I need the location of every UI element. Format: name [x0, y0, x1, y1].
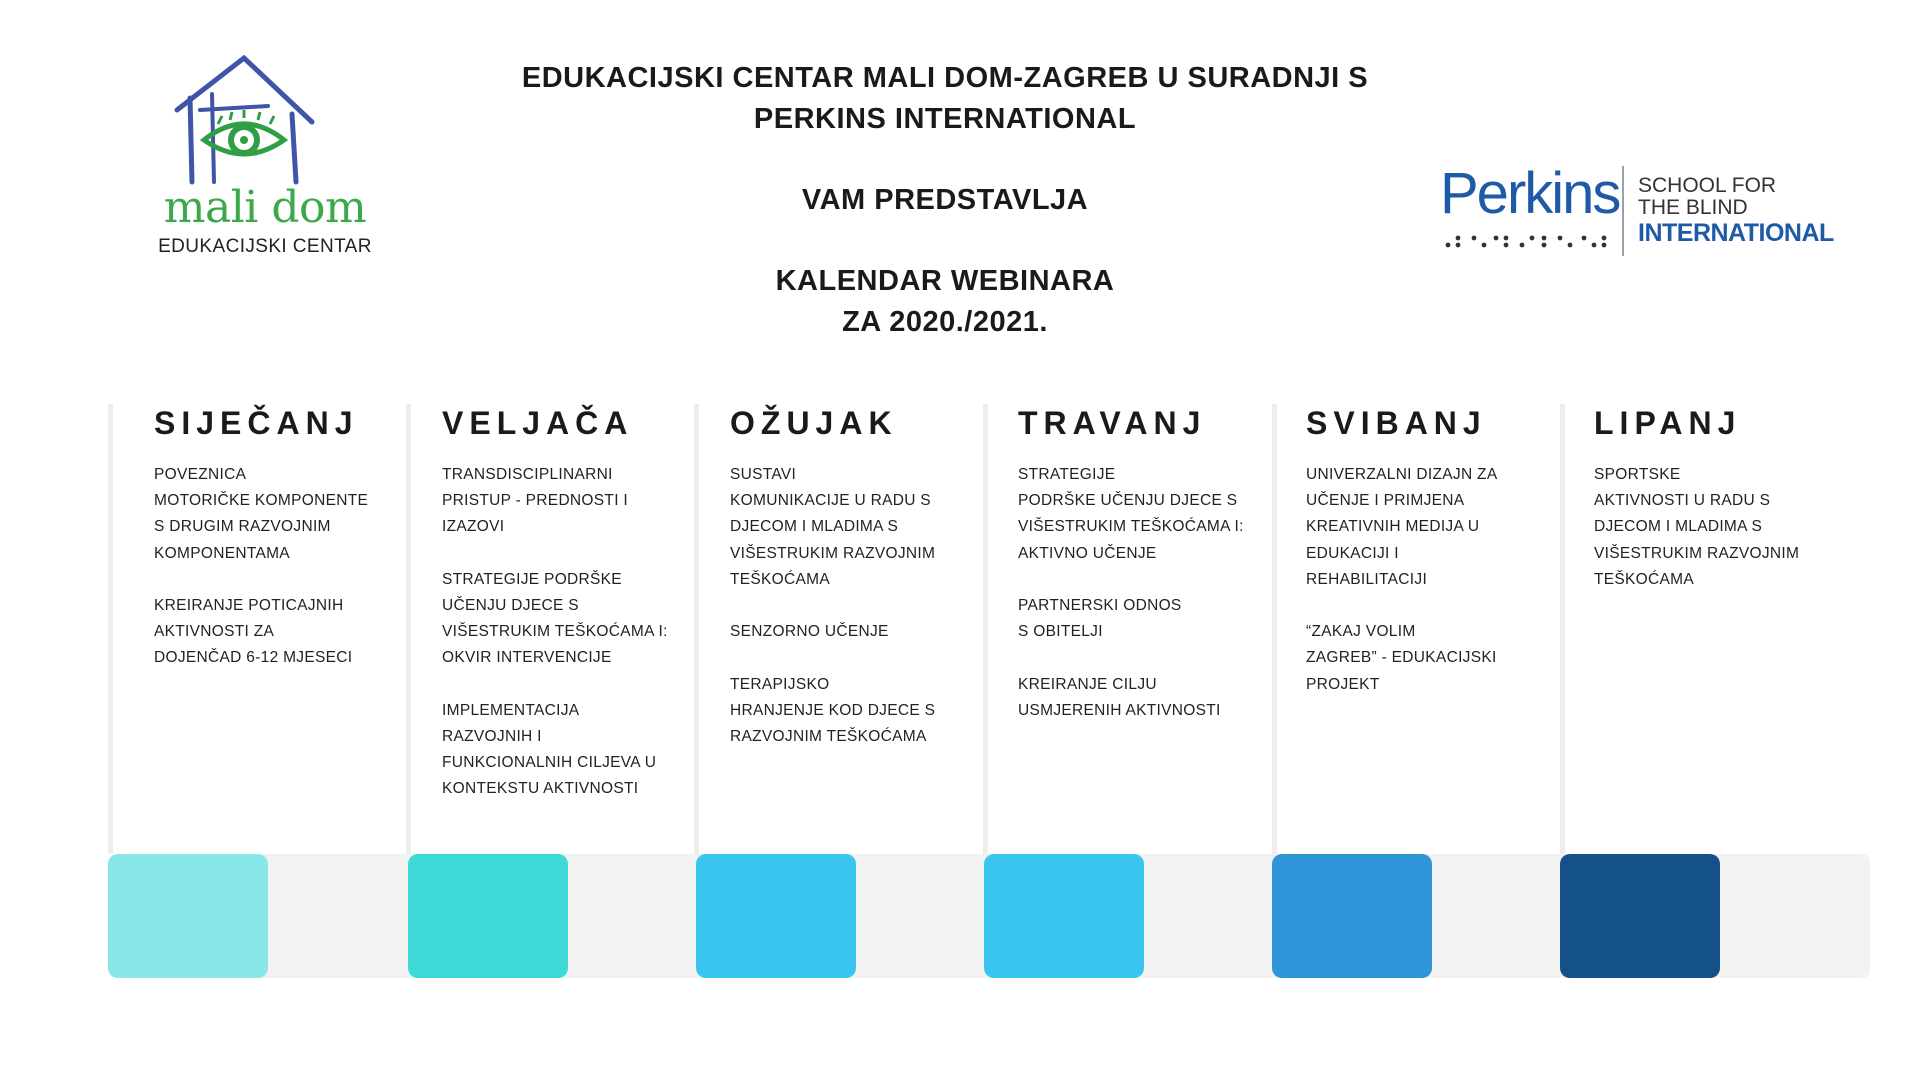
column-separator	[694, 404, 699, 854]
webinar-topic: SUSTAVI KOMUNIKACIJE U RADU S DJECOM I MLADIMA S VIŠESTRUKIM RAZVOJNIM TEŠKOĆAMA	[730, 466, 936, 588]
webinar-topic: TRANSDISCIPLINARNI PRISTUP - PREDNOSTI I IZAZOVI	[442, 466, 629, 536]
webinar-topic: STRATEGIJE PODRŠKE UČENJU DJECE S VIŠESTRUKIM TEŠKOĆAMA I: AKTIVNO UČENJE	[1018, 466, 1244, 562]
header-line-5: ZA 2020./2021.	[842, 306, 1048, 338]
webinar-topic: SENZORNO UČENJE	[730, 623, 889, 641]
perkins-logo-line-2: THE BLIND	[1638, 196, 1748, 219]
month-title-travanj: TRAVANJ	[1018, 405, 1207, 441]
header-line-1: EDUKACIJSKI CENTAR MALI DOM-ZAGREB U SURADNJI S	[521, 62, 1369, 94]
month-color-swatch	[984, 854, 1144, 978]
month-topics-svibanj	[1306, 462, 1536, 698]
column-separator	[108, 404, 113, 854]
perkins-logo-name: Perkins	[1440, 161, 1620, 226]
perkins-logo-line-1: SCHOOL FOR	[1638, 174, 1777, 197]
webinar-topic: POVEZNICA MOTORIČKE KOMPONENTE S DRUGIM RAZVOJNIM KOMPONENTAMA	[154, 466, 369, 562]
month-color-swatch	[696, 854, 856, 978]
month-color-swatch	[1560, 854, 1720, 978]
mali-dom-logo-subtitle: EDUKACIJSKI CENTAR	[158, 236, 372, 257]
month-topics-veljaca	[442, 462, 672, 803]
house-eye-icon	[172, 50, 322, 190]
month-title-lipanj: LIPANJ	[1594, 405, 1742, 441]
mali-dom-logo	[150, 50, 380, 270]
topic-spacer	[154, 567, 384, 593]
header-line-3: VAM PREDSTAVLJA	[801, 184, 1089, 216]
month-color-swatch	[108, 854, 268, 978]
webinar-topic: IMPLEMENTACIJA RAZVOJNIH I FUNKCIONALNIH CILJEVA U KONTEKSTU AKTIVNOSTI	[442, 701, 657, 798]
month-topics-lipanj	[1594, 462, 1824, 593]
column-separator	[1272, 404, 1277, 854]
column-separator	[1560, 404, 1565, 854]
column-separator	[983, 404, 988, 854]
month-color-swatch	[408, 854, 568, 978]
mali-dom-logo-name: mali dom	[163, 182, 367, 233]
topic-spacer	[442, 672, 672, 698]
month-title-veljaca: VELJAČA	[442, 405, 634, 441]
page-header	[420, 58, 1470, 343]
webinar-topic: PARTNERSKI ODNOS S OBITELJI	[1018, 597, 1182, 641]
month-title-ozujak: OŽUJAK	[730, 405, 898, 441]
webinar-topic: KREIRANJE CILJU USMJERENIH AKTIVNOSTI	[1018, 675, 1221, 719]
topic-spacer	[730, 645, 960, 671]
topic-spacer	[1018, 645, 1248, 671]
month-title-sijecanj: SIJEČANJ	[154, 405, 359, 441]
webinar-topic: “ZAKAJ VOLIM ZAGREB” - EDUKACIJSKI PROJEKT	[1306, 623, 1497, 693]
month-title-svibanj: SVIBANJ	[1306, 405, 1487, 441]
column-separator	[406, 404, 411, 854]
webinar-topic: KREIRANJE POTICAJNIH AKTIVNOSTI ZA DOJENČAD 6-12 MJESECI	[154, 597, 353, 667]
webinar-topic: TERAPIJSKO HRANJENJE KOD DJECE S RAZVOJNIM TEŠKOĆAMA	[730, 675, 936, 745]
topic-spacer	[730, 593, 960, 619]
topic-spacer	[1018, 567, 1248, 593]
month-color-swatch	[1272, 854, 1432, 978]
perkins-logo-line-3: INTERNATIONAL	[1638, 219, 1834, 247]
topic-spacer	[442, 541, 672, 567]
topic-spacer	[1306, 593, 1536, 619]
month-topics-travanj	[1018, 462, 1248, 724]
header-line-4: KALENDAR WEBINARA	[775, 265, 1115, 297]
braille-dots-icon	[1444, 232, 1614, 250]
perkins-logo-divider	[1622, 166, 1624, 256]
header-line-2: PERKINS INTERNATIONAL	[753, 103, 1137, 135]
webinar-topic: SPORTSKE AKTIVNOSTI U RADU S DJECOM I MLADIMA S VIŠESTRUKIM RAZVOJNIM TEŠKOĆAMA	[1594, 466, 1800, 588]
month-topics-sijecanj	[154, 462, 384, 672]
webinar-topic: STRATEGIJE PODRŠKE UČENJU DJECE S VIŠESTRUKIM TEŠKOĆAMA I: OKVIR INTERVENCIJE	[442, 570, 668, 667]
perkins-logo	[1440, 161, 1840, 258]
webinar-topic: UNIVERZALNI DIZAJN ZA UČENJE I PRIMJENA KREATIVNIH MEDIJA U EDUKACIJI I REHABILITACIJI	[1306, 466, 1498, 588]
month-topics-ozujak	[730, 462, 960, 750]
